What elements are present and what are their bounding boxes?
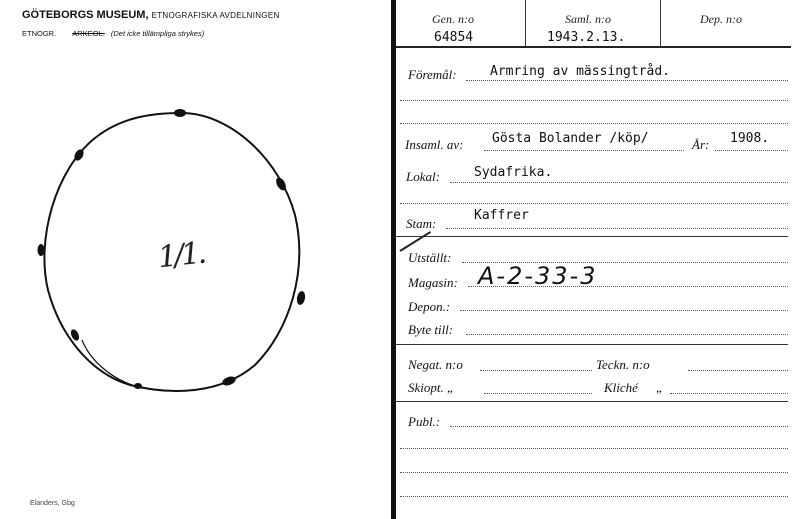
etnogr-label: ETNOGR. xyxy=(22,29,57,38)
lokal-label: Lokal: xyxy=(406,169,440,184)
skiopt-label: Skiopt. „ xyxy=(408,380,455,395)
stam-dotline xyxy=(446,228,788,229)
insaml-label: Insaml. av: xyxy=(405,137,464,152)
bracelet-knot xyxy=(296,290,306,305)
bracelet-knot xyxy=(221,375,237,387)
byte-dotline xyxy=(466,334,788,335)
utstallt-label: Utställt: xyxy=(408,250,452,265)
ar-dotline xyxy=(715,150,788,151)
foremal-dotline xyxy=(466,80,788,81)
strike-note: (Det icke tillämpliga strykes) xyxy=(110,29,205,38)
lokal-value: Sydafrika. xyxy=(474,165,553,180)
header-separator xyxy=(660,0,661,46)
dotted-line xyxy=(400,123,788,124)
scale-label: 1/1. xyxy=(156,235,206,276)
publ-label: Publ.: xyxy=(408,414,441,429)
bracelet-knot xyxy=(38,244,45,256)
dotted-line xyxy=(400,472,788,473)
section-rule xyxy=(396,344,788,345)
printer-mark: Elanders, Gbg xyxy=(30,500,75,507)
kliche-label: Kliché xyxy=(604,380,638,395)
foremal-value: Armring av mässingtråd. xyxy=(490,64,671,79)
struck-category: ARKEOL. xyxy=(72,29,105,38)
utstallt-strike xyxy=(399,231,431,252)
bracelet-knot xyxy=(134,383,142,389)
magasin-label: Magasin: xyxy=(408,275,458,290)
foremal-label: Föremål: xyxy=(408,67,457,82)
bracelet-knot xyxy=(174,109,186,117)
kliche-mark: „ xyxy=(656,380,664,395)
byte-label: Byte till: xyxy=(408,322,454,337)
depon-dotline xyxy=(460,310,788,311)
negat-label: Negat. n:o xyxy=(408,357,463,372)
card-divider xyxy=(391,0,396,519)
dep-no-label: Dep. n:o xyxy=(700,12,742,26)
gen-no-label: Gen. n:o xyxy=(432,12,474,26)
publ-dotline xyxy=(450,426,788,427)
museum-name: GÖTEBORGS MUSEUM, xyxy=(22,9,149,21)
negat-dotline xyxy=(480,370,592,371)
teckn-dotline xyxy=(688,370,788,371)
header-rule xyxy=(396,46,791,48)
stam-label: Stam: xyxy=(406,216,437,231)
gen-no-value: 64854 xyxy=(434,30,474,45)
header-separator xyxy=(525,0,526,46)
skiopt-dotline xyxy=(484,393,592,394)
dotted-line xyxy=(400,496,788,497)
magasin-value: A-2-33-3 xyxy=(478,262,598,290)
section-rule xyxy=(396,236,788,237)
dotted-line xyxy=(400,448,788,449)
department-name: ETNOGRAFISKA AVDELNINGEN xyxy=(151,11,280,20)
kliche-dotline xyxy=(670,393,788,394)
saml-no-label: Saml. n:o xyxy=(565,12,611,26)
saml-no-value: 1943.2.13. xyxy=(547,30,626,45)
section-rule xyxy=(396,401,788,402)
ar-value: 1908. xyxy=(730,131,770,146)
insaml-value: Gösta Bolander /köp/ xyxy=(492,131,649,146)
dotted-line xyxy=(400,100,788,101)
insaml-dotline xyxy=(484,150,684,151)
teckn-label: Teckn. n:o xyxy=(596,357,650,372)
stam-value: Kaffrer xyxy=(474,208,529,223)
ar-label: År: xyxy=(692,137,710,152)
depon-label: Depon.: xyxy=(408,299,451,314)
dotted-line xyxy=(400,203,788,204)
lokal-dotline xyxy=(450,182,788,183)
